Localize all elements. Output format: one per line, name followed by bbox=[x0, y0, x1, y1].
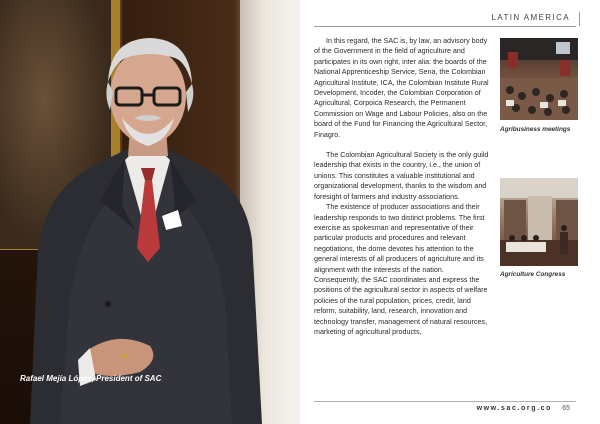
section-title: LATIN AMERICA bbox=[491, 13, 570, 22]
paragraph: The existence of producer associations and their leadership responds to two distinct problems. The first exercise as spokesman and representative of their particular products and procedures and relevant negotiations, the dome devotes his attention to the general interests of all producers of agriculture and its alignment with the interests of the nation. Consequently, the SAC coordinates and express the positions of the agricultural sector in aspects of welfare policies of the rural population, prices, credit, land reform, suitability, land, research, innovation and technology transfer, management of natural resources, marketing of agricultural products, bbox=[314, 203, 488, 336]
photo-caption: Rafael Mejía López, President of SAC bbox=[20, 374, 162, 383]
agribusiness-meeting-photo bbox=[500, 38, 578, 120]
photo-caption: Agriculture Congress bbox=[500, 271, 566, 278]
agriculture-congress-photo bbox=[500, 178, 578, 266]
page-number: 65 bbox=[562, 405, 570, 412]
paragraph: The Colombian Agricultural Society is the only guild leadership that exists in the country, i.e., the union of unions. This constitutes a valuable institutional and organizational development, thanks to the wisdom and foresight of farmers and industry associations. bbox=[314, 151, 489, 201]
photo-caption: Agribusiness meetings bbox=[500, 126, 571, 133]
paragraph: In this regard, the SAC is, by law, an advisory body of the Government in the field of agriculture and participates in its own right, inter alia: the boards of the National Apprenticeship Service, Sena, the Colombian Agricultural Institute, ICA, the Colombian Institute Rural Development, Incoder, the Colombian Corporation of Agricultural, Corpoica Research, the Permanent Commission on Wage and Labour Policies, also on the board of the Fund for Financing the Agricultural Sector, Finagro. bbox=[314, 37, 489, 139]
page-footer bbox=[314, 401, 576, 416]
website-url[interactable]: www.sac.org.co bbox=[476, 405, 552, 412]
article-body bbox=[314, 36, 490, 337]
text-page bbox=[300, 0, 600, 424]
header-divider bbox=[579, 12, 586, 26]
section-header bbox=[314, 12, 576, 27]
